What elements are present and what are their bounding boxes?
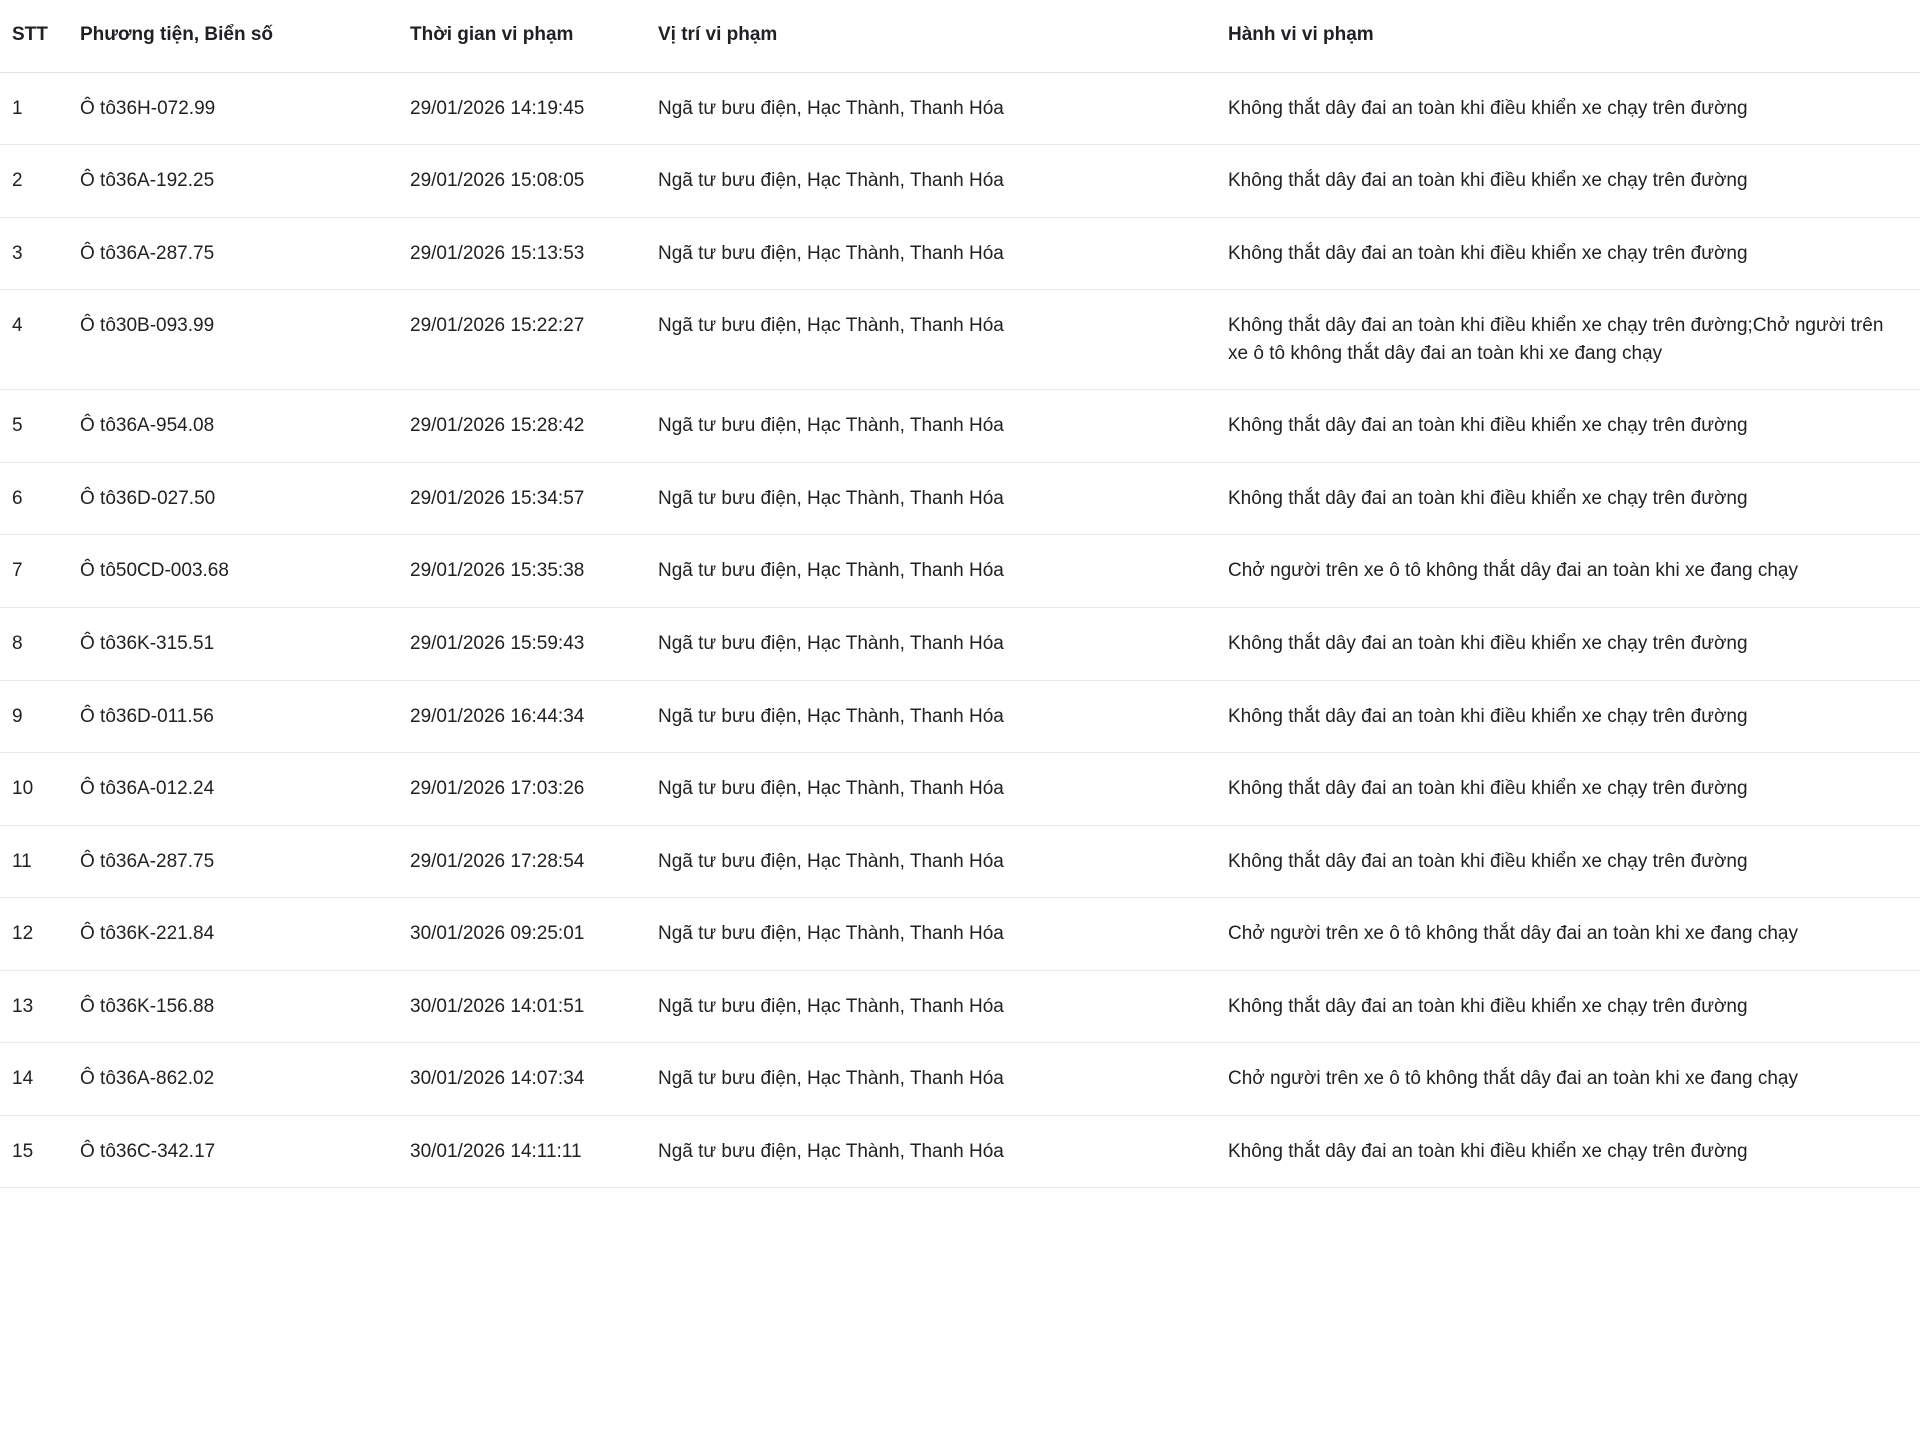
cell-vehicle: Ô tô36C-342.17 (68, 1115, 398, 1188)
cell-stt: 2 (0, 145, 68, 218)
table-header (0, 0, 1920, 72)
cell-behavior: Không thắt dây đai an toàn khi điều khiển xe chạy trên đường (1216, 1115, 1920, 1188)
cell-location: Ngã tư bưu điện, Hạc Thành, Thanh Hóa (646, 898, 1216, 971)
cell-vehicle: Ô tô36K-315.51 (68, 608, 398, 681)
cell-time: 29/01/2026 15:35:38 (398, 535, 646, 608)
cell-behavior: Không thắt dây đai an toàn khi điều khiển xe chạy trên đường;Chở người trên xe ô tô không thắt dây đai an toàn khi xe đang chạy (1216, 290, 1920, 390)
cell-behavior: Chở người trên xe ô tô không thắt dây đai an toàn khi xe đang chạy (1216, 898, 1920, 971)
cell-location: Ngã tư bưu điện, Hạc Thành, Thanh Hóa (646, 1043, 1216, 1116)
column-header-stt: STT (0, 0, 68, 72)
table-row (0, 680, 1920, 753)
cell-behavior: Không thắt dây đai an toàn khi điều khiển xe chạy trên đường (1216, 753, 1920, 826)
column-header-behavior: Hành vi vi phạm (1216, 0, 1920, 72)
cell-location: Ngã tư bưu điện, Hạc Thành, Thanh Hóa (646, 462, 1216, 535)
cell-location: Ngã tư bưu điện, Hạc Thành, Thanh Hóa (646, 290, 1216, 390)
cell-time: 29/01/2026 15:59:43 (398, 608, 646, 681)
table-row (0, 825, 1920, 898)
cell-stt: 14 (0, 1043, 68, 1116)
cell-vehicle: Ô tô36A-192.25 (68, 145, 398, 218)
cell-time: 29/01/2026 15:08:05 (398, 145, 646, 218)
cell-behavior: Chở người trên xe ô tô không thắt dây đai an toàn khi xe đang chạy (1216, 535, 1920, 608)
cell-vehicle: Ô tô50CD-003.68 (68, 535, 398, 608)
column-header-vehicle: Phương tiện, Biển số (68, 0, 398, 72)
cell-time: 29/01/2026 15:28:42 (398, 390, 646, 463)
cell-time: 29/01/2026 15:13:53 (398, 217, 646, 290)
table-row (0, 898, 1920, 971)
cell-time: 29/01/2026 15:34:57 (398, 462, 646, 535)
cell-behavior: Không thắt dây đai an toàn khi điều khiển xe chạy trên đường (1216, 970, 1920, 1043)
cell-stt: 5 (0, 390, 68, 463)
column-header-time: Thời gian vi phạm (398, 0, 646, 72)
cell-vehicle: Ô tô36K-221.84 (68, 898, 398, 971)
cell-stt: 1 (0, 72, 68, 145)
table-row (0, 753, 1920, 826)
cell-time: 30/01/2026 14:07:34 (398, 1043, 646, 1116)
cell-time: 30/01/2026 09:25:01 (398, 898, 646, 971)
cell-time: 29/01/2026 17:03:26 (398, 753, 646, 826)
table-row (0, 462, 1920, 535)
cell-location: Ngã tư bưu điện, Hạc Thành, Thanh Hóa (646, 680, 1216, 753)
table-header-row (0, 0, 1920, 72)
cell-vehicle: Ô tô36A-954.08 (68, 390, 398, 463)
cell-time: 29/01/2026 15:22:27 (398, 290, 646, 390)
cell-stt: 7 (0, 535, 68, 608)
cell-vehicle: Ô tô36D-011.56 (68, 680, 398, 753)
cell-vehicle: Ô tô30B-093.99 (68, 290, 398, 390)
cell-location: Ngã tư bưu điện, Hạc Thành, Thanh Hóa (646, 1115, 1216, 1188)
cell-location: Ngã tư bưu điện, Hạc Thành, Thanh Hóa (646, 72, 1216, 145)
cell-time: 29/01/2026 16:44:34 (398, 680, 646, 753)
cell-stt: 9 (0, 680, 68, 753)
cell-location: Ngã tư bưu điện, Hạc Thành, Thanh Hóa (646, 825, 1216, 898)
table-row (0, 145, 1920, 218)
cell-vehicle: Ô tô36K-156.88 (68, 970, 398, 1043)
cell-behavior: Không thắt dây đai an toàn khi điều khiển xe chạy trên đường (1216, 217, 1920, 290)
cell-time: 29/01/2026 17:28:54 (398, 825, 646, 898)
table-row (0, 970, 1920, 1043)
cell-behavior: Không thắt dây đai an toàn khi điều khiển xe chạy trên đường (1216, 608, 1920, 681)
cell-behavior: Chở người trên xe ô tô không thắt dây đai an toàn khi xe đang chạy (1216, 1043, 1920, 1116)
cell-location: Ngã tư bưu điện, Hạc Thành, Thanh Hóa (646, 390, 1216, 463)
cell-stt: 10 (0, 753, 68, 826)
cell-vehicle: Ô tô36A-287.75 (68, 217, 398, 290)
table-row (0, 390, 1920, 463)
cell-time: 30/01/2026 14:11:11 (398, 1115, 646, 1188)
cell-time: 30/01/2026 14:01:51 (398, 970, 646, 1043)
cell-stt: 3 (0, 217, 68, 290)
cell-behavior: Không thắt dây đai an toàn khi điều khiển xe chạy trên đường (1216, 145, 1920, 218)
cell-location: Ngã tư bưu điện, Hạc Thành, Thanh Hóa (646, 535, 1216, 608)
cell-behavior: Không thắt dây đai an toàn khi điều khiển xe chạy trên đường (1216, 390, 1920, 463)
column-header-location: Vị trí vi phạm (646, 0, 1216, 72)
cell-stt: 4 (0, 290, 68, 390)
cell-location: Ngã tư bưu điện, Hạc Thành, Thanh Hóa (646, 608, 1216, 681)
table-row (0, 1043, 1920, 1116)
cell-stt: 12 (0, 898, 68, 971)
cell-stt: 11 (0, 825, 68, 898)
cell-stt: 6 (0, 462, 68, 535)
cell-behavior: Không thắt dây đai an toàn khi điều khiển xe chạy trên đường (1216, 680, 1920, 753)
cell-location: Ngã tư bưu điện, Hạc Thành, Thanh Hóa (646, 970, 1216, 1043)
cell-vehicle: Ô tô36A-287.75 (68, 825, 398, 898)
table-row (0, 1115, 1920, 1188)
table-row (0, 608, 1920, 681)
cell-behavior: Không thắt dây đai an toàn khi điều khiển xe chạy trên đường (1216, 462, 1920, 535)
cell-vehicle: Ô tô36A-012.24 (68, 753, 398, 826)
table-body (0, 72, 1920, 1188)
cell-stt: 13 (0, 970, 68, 1043)
table-row (0, 72, 1920, 145)
cell-vehicle: Ô tô36D-027.50 (68, 462, 398, 535)
cell-stt: 15 (0, 1115, 68, 1188)
cell-vehicle: Ô tô36A-862.02 (68, 1043, 398, 1116)
cell-vehicle: Ô tô36H-072.99 (68, 72, 398, 145)
table-row (0, 535, 1920, 608)
cell-location: Ngã tư bưu điện, Hạc Thành, Thanh Hóa (646, 217, 1216, 290)
cell-location: Ngã tư bưu điện, Hạc Thành, Thanh Hóa (646, 145, 1216, 218)
cell-location: Ngã tư bưu điện, Hạc Thành, Thanh Hóa (646, 753, 1216, 826)
cell-time: 29/01/2026 14:19:45 (398, 72, 646, 145)
table-row (0, 217, 1920, 290)
cell-behavior: Không thắt dây đai an toàn khi điều khiển xe chạy trên đường (1216, 825, 1920, 898)
cell-behavior: Không thắt dây đai an toàn khi điều khiển xe chạy trên đường (1216, 72, 1920, 145)
cell-stt: 8 (0, 608, 68, 681)
table-row (0, 290, 1920, 390)
